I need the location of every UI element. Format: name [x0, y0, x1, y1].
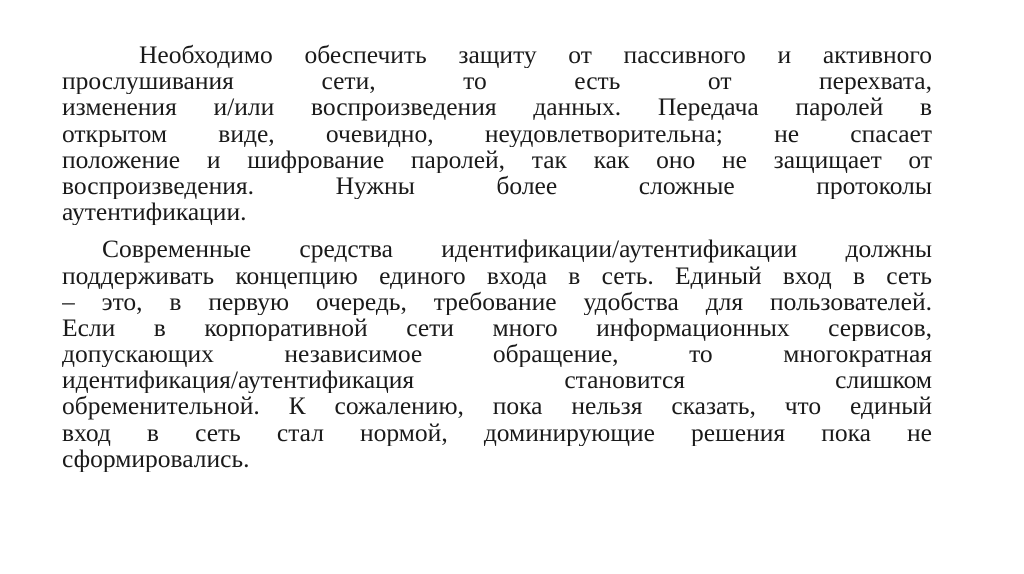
- text-line: допускающих независимое обращение, то многократная: [62, 341, 932, 368]
- text-line: поддерживать концепцию единого входа в сеть. Единый вход в сеть: [62, 262, 932, 289]
- text-line: идентификация/аутентификация становится слишком: [62, 367, 932, 394]
- paragraph-single-sign-on: [62, 236, 932, 472]
- text-line: вход в сеть стал нормой, доминирующие решения пока не: [62, 419, 932, 446]
- text-line: сформировались.: [62, 445, 250, 472]
- text-line: изменения и/или воспроизведения данных. Передача паролей в: [62, 94, 932, 121]
- paragraph-passive-active-eavesdropping: [62, 42, 932, 225]
- text-line: Современные средства идентификации/аутентификации должны: [102, 236, 932, 263]
- text-line: воспроизведения. Нужны более сложные протоколы: [62, 172, 932, 200]
- text-line: Необходимо обеспечить защиту от пассивного и активного: [139, 42, 932, 69]
- text-line: обременительной. К сожалению, пока нельзя сказать, что единый: [62, 393, 932, 420]
- text-line: аутентификации.: [62, 199, 247, 226]
- text-line: прослушивания сети, то есть от перехвата,: [62, 68, 932, 95]
- text-line: – это, в первую очередь, требование удобства для пользователей.: [62, 288, 932, 315]
- text-line: Если в корпоративной сети много информационных сервисов,: [62, 314, 932, 342]
- body-text: [62, 42, 932, 472]
- text-line: открытом виде, очевидно, неудовлетворительна; не спасает: [62, 120, 932, 147]
- text-line: положение и шифрование паролей, так как оно не защищает от: [62, 146, 932, 173]
